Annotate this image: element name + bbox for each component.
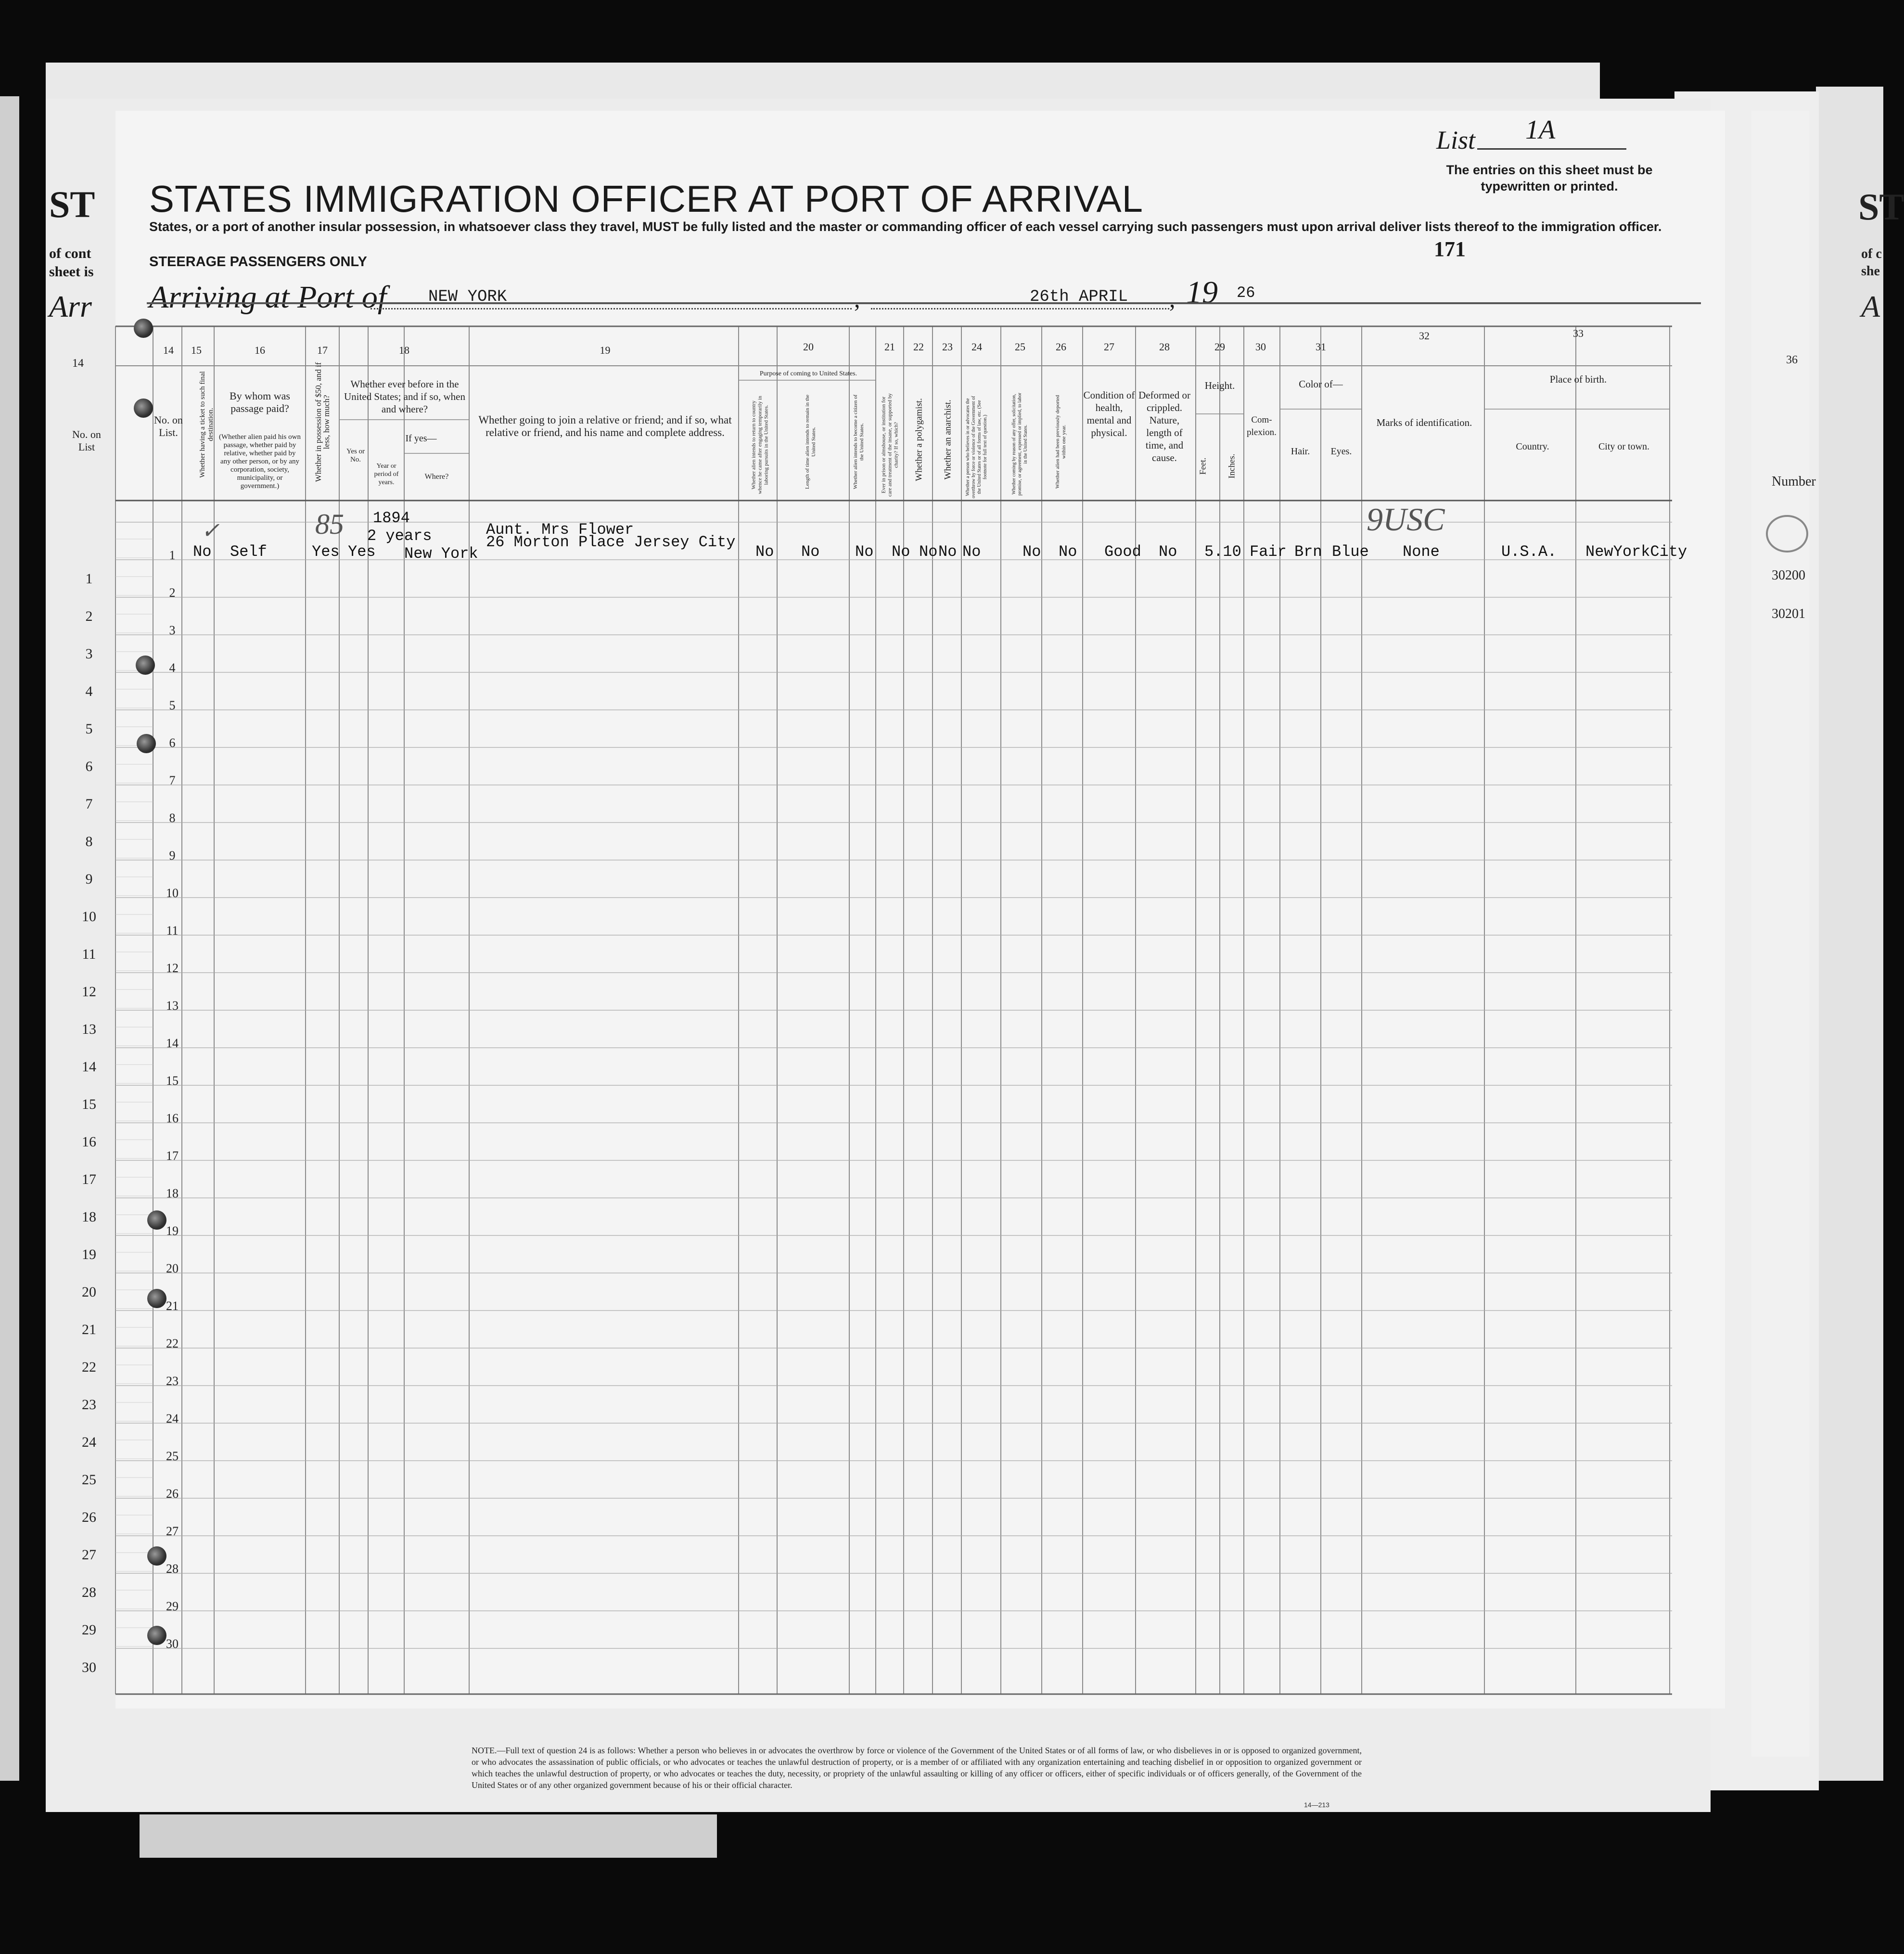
left-fragment-col14: 14 (72, 357, 84, 370)
col20-label: Purpose of coming to United States. (759, 370, 857, 377)
row-number: 13 (166, 999, 179, 1013)
row-number: 6 (169, 736, 176, 750)
page-title: STATES IMMIGRATION OFFICER AT PORT OF ARRIVAL (149, 178, 1144, 220)
col20-sub2: Length of time alien intends to remain in the United States. (805, 394, 817, 489)
year-suffix: 26 (1237, 284, 1255, 302)
right-fragment-row1: 30200 (1772, 568, 1805, 583)
col18-year: Year or period of years. (374, 463, 399, 486)
col28-label: Deformed or crippled. Nature, length of time, and cause. (1138, 389, 1190, 463)
col19-num: 19 (600, 344, 611, 356)
row-number: 25 (166, 1449, 179, 1463)
col26-num: 26 (1056, 341, 1066, 353)
row-number: 27 (166, 1524, 179, 1538)
col30-label: Com-plexion. (1247, 415, 1277, 437)
col33-city: City or town. (1598, 441, 1650, 452)
row1-ticket-check: ✓ (201, 518, 220, 543)
row1-before: Yes (348, 543, 376, 561)
col31-num: 31 (1316, 341, 1326, 353)
col19-label: Whether going to join a relative or friend; and if so, what relative or friend, and his name and complete address. (478, 414, 732, 438)
col27-label: Condition of health, mental and physical. (1083, 389, 1135, 438)
left-fragment-row-number: 23 (82, 1397, 96, 1413)
row1-complexion: Fair (1250, 543, 1287, 561)
col33-label: Place of birth. (1549, 373, 1607, 385)
row1-deported: No (1059, 543, 1077, 561)
left-fragment-row-number: 26 (82, 1509, 96, 1525)
row-number: 20 (166, 1261, 179, 1275)
col29-feet: Feet. (1198, 457, 1208, 475)
col29-label: Height. (1204, 380, 1235, 391)
comma: , (1169, 285, 1176, 312)
row1-polygamist: No (919, 543, 938, 561)
right-fragment-number-label: Number (1772, 474, 1816, 489)
law-text: States, or a port of another insular possession, in whatsoever class they travel, MUST be fully listed and the master or commanding officer of each vessel carrying such passengers must upon arrival deliver lists thereof to the immigration officer. (149, 219, 1662, 234)
col18-yesno: Yes or No. (346, 448, 365, 463)
left-fragment-row-number: 24 (82, 1434, 96, 1450)
col14-num: 14 (163, 344, 174, 356)
left-fragment-no-on-list: No. on List (72, 428, 101, 453)
left-fragment-row-number: 30 (82, 1659, 96, 1675)
col23-num: 23 (942, 341, 953, 353)
row-number: 1 (169, 548, 176, 562)
left-fragment-row-number: 14 (82, 1059, 96, 1075)
row1-join-line1: Aunt. Mrs Flower (486, 521, 634, 539)
col29-num: 29 (1214, 341, 1225, 353)
row1-join-line2: 26 Morton Place Jersey City (486, 533, 736, 551)
row1-purpose-citizen: No (855, 543, 874, 561)
col18-where: Where? (424, 473, 449, 481)
left-fragment-row-number: 9 (85, 871, 93, 887)
col29-inches: Inches. (1227, 453, 1237, 479)
class-line: STEERAGE PASSENGERS ONLY (149, 254, 367, 270)
left-fragment-row-number: 10 (82, 909, 96, 925)
row1-before-where: New York (404, 545, 478, 563)
row-number: 14 (166, 1036, 179, 1050)
row-number: 16 (166, 1111, 179, 1125)
left-fragment-row-number: 27 (82, 1547, 96, 1563)
entries-note: The entries on this sheet must be typewritten or printed. (1446, 163, 1653, 193)
arriving-label: Arriving at Port of (149, 280, 387, 315)
col26-label: Whether alien had been previously deported within one year. (1055, 395, 1067, 489)
col23-label: Whether an anarchist. (943, 399, 953, 480)
row1-before-period: 2 years (367, 527, 432, 545)
left-fragment-row-number: 21 (82, 1322, 96, 1337)
footnote-code: 14—213 (1304, 1801, 1329, 1809)
col24-num: 24 (971, 341, 982, 353)
row1-hair: Brn (1294, 543, 1322, 561)
row-number: 11 (166, 924, 179, 938)
row1-city: NewYorkCity (1585, 543, 1687, 561)
left-fragment-row-number: 25 (82, 1472, 96, 1488)
col15-label: Whether having a ticket to such final destination. (199, 371, 215, 478)
col17-label: Whether in possession of $50, and if less, how much? (314, 362, 331, 482)
row-number: 19 (166, 1224, 179, 1238)
col18-num: 18 (399, 344, 409, 356)
col20-sub3: Whether alien intends to become a citizen of the United States. (853, 394, 865, 489)
row1-ticket: No (193, 543, 212, 561)
col25-label: Whether coming by reason of any offer, solicitation, promise, or agreement, expressed or implied, to labor in the United States. (1011, 393, 1028, 496)
punch-hole (147, 1546, 166, 1566)
row-number: 10 (166, 886, 179, 900)
row-number: 24 (166, 1412, 179, 1426)
right-fragment-line1: of c (1861, 246, 1882, 261)
col30-num: 30 (1255, 341, 1266, 353)
left-fragment-st: ST (49, 183, 95, 225)
punch-hole (147, 1626, 166, 1645)
col31-label: Color of— (1299, 378, 1343, 390)
row-number: 18 (166, 1186, 179, 1200)
row1-purpose-return: No (755, 543, 774, 561)
page-number: 171 (1434, 237, 1466, 261)
right-fragment-row2: 30201 (1772, 606, 1805, 621)
left-fragment-row-number: 3 (85, 646, 93, 662)
punch-hole (137, 734, 156, 753)
col25-num: 25 (1015, 341, 1025, 353)
row-number: 29 (166, 1599, 179, 1613)
row-number: 9 (169, 848, 176, 862)
row-number: 7 (169, 773, 176, 787)
right-fragment-col36: 36 (1786, 354, 1798, 366)
col22-num: 22 (913, 341, 924, 353)
right-fragment-line2: she (1861, 264, 1880, 279)
col33-country: Country. (1516, 441, 1549, 452)
row-number: 22 (166, 1337, 179, 1350)
left-fragment-row-number: 8 (85, 834, 93, 849)
col32-label: Marks of identification. (1376, 417, 1472, 428)
list-value: 1A (1525, 115, 1556, 145)
row1-money: Yes (312, 543, 340, 561)
date-value: 26th APRIL (1030, 288, 1128, 306)
punch-hole (134, 319, 153, 338)
left-fragment-row-number: 2 (85, 608, 93, 624)
left-fragment-row-number: 4 (85, 683, 93, 699)
punch-hole (147, 1210, 166, 1230)
row-number: 26 (166, 1487, 179, 1501)
col20-num: 20 (803, 341, 814, 353)
list-label: List (1436, 126, 1476, 154)
row1-prison: No (892, 543, 910, 561)
row1-marks: None (1403, 543, 1440, 561)
col31-eyes: Eyes. (1330, 446, 1352, 457)
col16-sub: (Whether alien paid his own passage, whether paid by relative, whether paid by any other person, or by any corporation, society, municipality, or government.) (219, 433, 301, 490)
col20-sub1: Whether alien intends to return to country whence he came after engaging temporarily in laboring pursuits in the United States. (751, 396, 769, 494)
comma: , (854, 285, 860, 312)
row-number: 4 (169, 661, 176, 675)
left-fragment-row-number: 11 (82, 946, 96, 962)
row1-marks-note: 9USC (1367, 501, 1445, 538)
left-fragment-row-number: 19 (82, 1247, 96, 1262)
col17-num: 17 (317, 344, 328, 356)
left-fragment-line2: sheet is (49, 264, 94, 280)
left-fragment-arr: Arr (49, 289, 92, 323)
row1-eyes: Blue (1332, 543, 1369, 561)
col27-num: 27 (1104, 341, 1114, 353)
row1-height: 5.10 (1204, 543, 1241, 561)
col21-num: 21 (884, 341, 895, 353)
row1-money-note: 85 (315, 508, 344, 540)
row-number: 23 (166, 1374, 179, 1388)
punch-hole (136, 656, 155, 675)
right-fragment-st: ST (1858, 186, 1904, 228)
row-number: 3 (169, 623, 176, 637)
footnote: NOTE.—Full text of question 24 is as follows: Whether a person who believes in or advocates the overthrow by force or violence of the Government of the United States or of all forms of law, or who disbelieves in or is opposed to organized government, or who advocates the assassination of public officials, or who advocates or teaches the unlawful destruction of property, or is a member of or affiliated with any organization entertaining and teaching disbelief in or opposition to organized government or which teaches the unlawful destruction of property, or who advocates or teaches the duty, necessity, or propriety of the unlawful assaulting or killing of any officer or officers, either of specific individuals or of officers generally, of the Government of the United States or of any other organized government because of his or their official character. (472, 1746, 1362, 1790)
left-fragment-row-number: 13 (82, 1021, 96, 1037)
row-number: 12 (166, 961, 179, 975)
col24-label: Whether a person who believes in or advocates the overthrow by force or violence of the Government of the United States or of all forms of law, etc. (See footnote for full text of question.) (965, 396, 988, 499)
row1-overthrow: No (962, 543, 981, 561)
row-number: 5 (169, 698, 176, 712)
col14-label: No. on List. (154, 414, 183, 438)
left-fragment-row-number: 20 (82, 1284, 96, 1300)
col15-num: 15 (191, 344, 202, 356)
left-fragment-row-number: 6 (85, 758, 93, 774)
left-fragment-row-number: 12 (82, 984, 96, 1000)
left-fragment-row-number: 22 (82, 1359, 96, 1375)
left-fragment-row-number: 16 (82, 1134, 96, 1150)
left-fragment-row-number: 1 (85, 571, 93, 587)
row-number: 8 (169, 811, 176, 825)
row1-before-year: 1894 (373, 509, 410, 527)
left-fragment-line1: of cont (49, 245, 91, 261)
left-fragment-row-number: 15 (82, 1096, 96, 1112)
col28-num: 28 (1159, 341, 1170, 353)
punch-hole (134, 399, 153, 418)
row-number: 30 (166, 1637, 179, 1651)
left-fragment-row-number: 17 (82, 1171, 96, 1187)
col16-label: By whom was passage paid? (230, 390, 290, 414)
row1-purpose-length: No (801, 543, 820, 561)
port-value: NEW YORK (428, 288, 507, 306)
punch-hole (147, 1289, 166, 1308)
col21-label: Ever in prison or almshouse, or institution for care and treatment of the insane, or supported by charity? If so, which? (881, 393, 899, 497)
row-number: 21 (166, 1299, 179, 1313)
left-fragment-row-number: 5 (85, 721, 93, 737)
col16-num: 16 (255, 344, 265, 356)
row1-country: U.S.A. (1501, 543, 1557, 561)
col31-hair: Hair. (1291, 446, 1310, 457)
row1-deformed: No (1159, 543, 1177, 561)
right-fragment-arr: A (1861, 289, 1880, 323)
col32-num: 32 (1419, 330, 1430, 342)
row-number: 15 (166, 1074, 179, 1088)
left-fragment-row-number: 28 (82, 1584, 96, 1600)
row1-offer: No (1022, 543, 1041, 561)
row-number: 28 (166, 1562, 179, 1576)
col22-label: Whether a polygamist. (914, 398, 924, 481)
row1-health: Good (1104, 543, 1141, 561)
col18-ifyes: If yes— (405, 433, 437, 444)
year-prefix: 19 (1186, 275, 1218, 310)
row1-anarchist: No (938, 543, 957, 561)
left-fragment-row-number: 29 (82, 1622, 96, 1638)
left-fragment-row-number: 18 (82, 1209, 96, 1225)
col18-label: Whether ever before in the United States; and if so, when and where? (344, 378, 465, 415)
row1-passage: Self (230, 543, 267, 561)
row-number: 17 (166, 1149, 179, 1163)
row-number: 2 (169, 586, 176, 600)
left-fragment-row-number: 7 (85, 796, 93, 812)
col33-num: 33 (1573, 327, 1584, 339)
